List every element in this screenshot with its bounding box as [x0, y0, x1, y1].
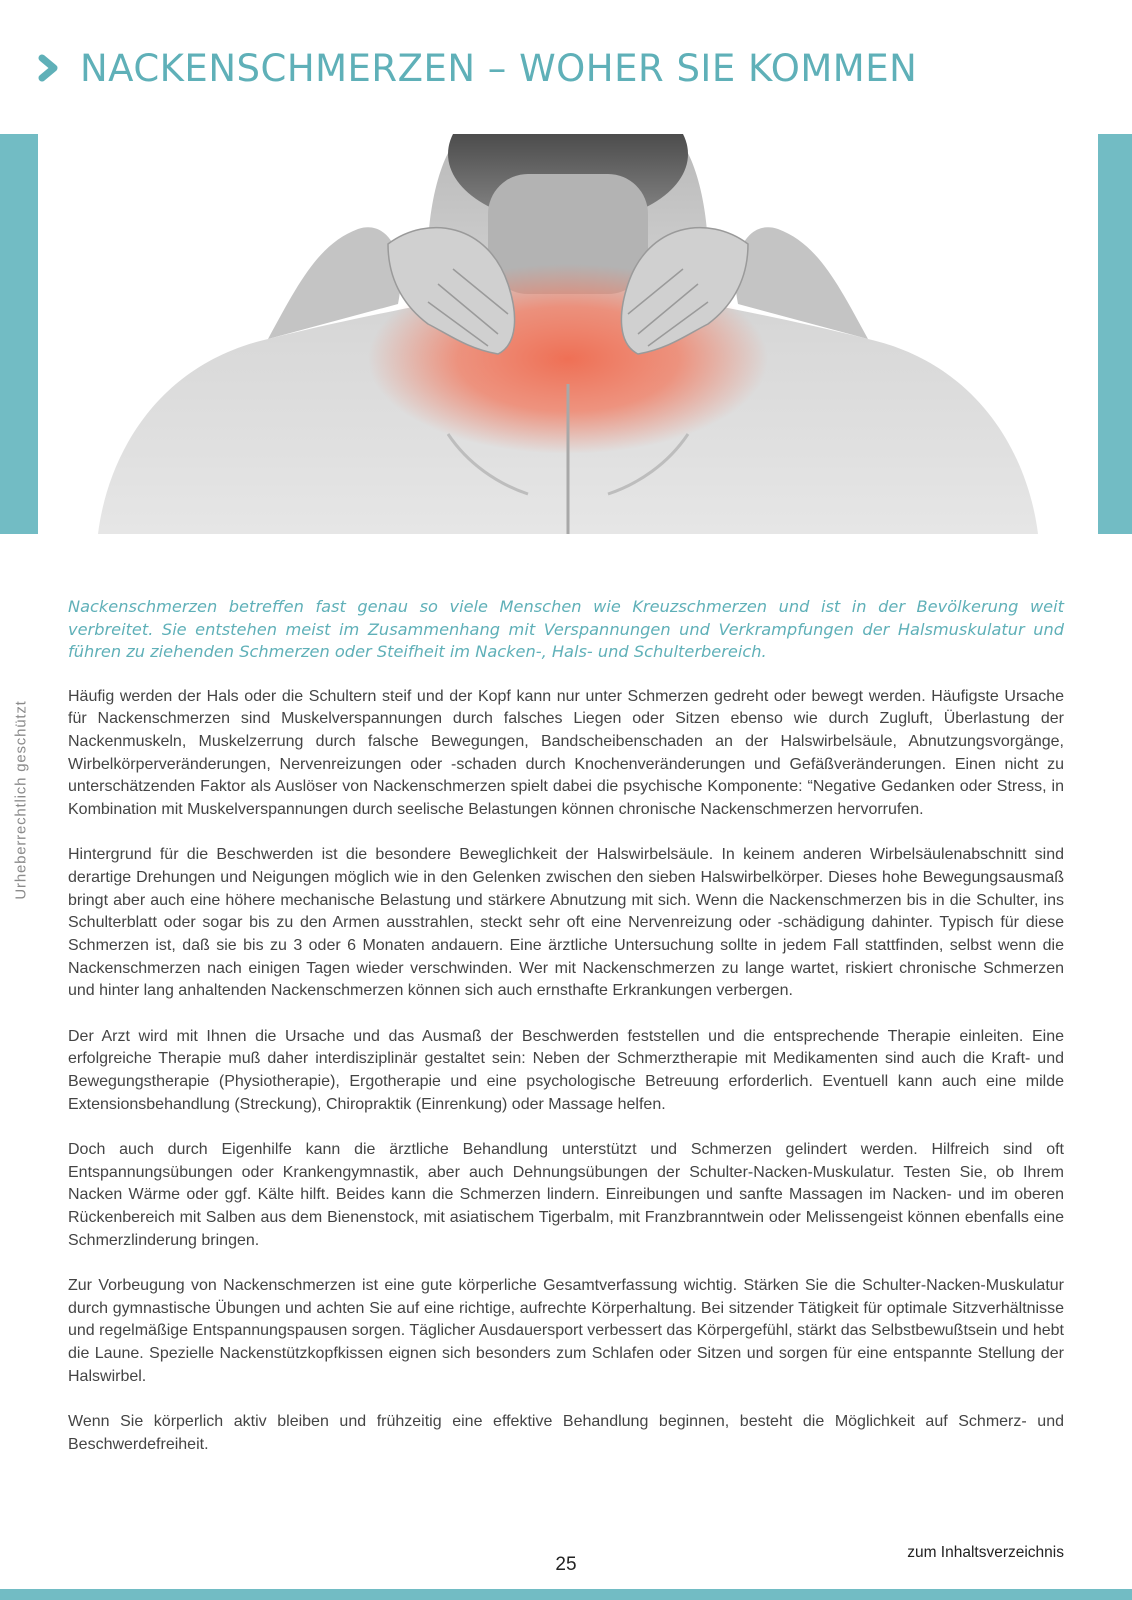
body-paragraph: Zur Vorbeugung von Nackenschmerzen ist eine gute körperliche Gesamtverfassung wichtig. Stärken Sie die Schulter-Nacken-Muskulatur durch gymnastische Übungen und achten Sie auf eine richtige, aufrechte Körperhaltung. Bei sitzender Tätigkeit für optimale Sitzverhältnisse und regelmäßige Entspannungspausen sorgen. Täglicher Ausdauersport verbessert das Körpergefühl, stärkt das Selbstbewußtsein und hebt die Laune. Spezielle Nackenstützkopfkissen eignen sich besonders zum Schlafen oder Sitzen und sorgen für eine entspannte Stellung der Halswirbel. — [68, 1276, 1064, 1385]
article-content — [68, 596, 1064, 1479]
left-accent-bar — [0, 134, 38, 534]
title-row — [36, 40, 917, 96]
bottom-accent-bar — [0, 1589, 1132, 1600]
right-accent-bar — [1098, 134, 1132, 534]
chevron-right-icon — [36, 48, 66, 88]
body-paragraph: Der Arzt wird mit Ihnen die Ursache und das Ausmaß der Beschwerden feststellen und die entsprechende Therapie einleiten. Eine erfolgreiche Therapie muß daher interdisziplinär gestaltet sein: Neben der Schmerztherapie mit Medikamenten sind auch die Kraft- und Bewegungstherapie (Physiotherapie), Ergotherapie und eine psychologische Betreuung erforderlich. Eventuell kann auch eine milde Extensionsbehandlung (Streckung), Chiropraktik (Einrenkung) oder Massage helfen. — [68, 1027, 1064, 1113]
body-paragraph: Doch auch durch Eigenhilfe kann die ärztliche Behandlung unterstützt und Schmerzen gelindert werden. Hilfreich sind oft Entspannungsübungen oder Krankengymnastik, aber auch Dehnungsübungen der Schulter-Nacken-Muskulatur. Testen Sie, ob Ihrem Nacken Wärme oder ggf. Kälte hilft. Beides kann die Schmerzen lindern. Einreibungen und sanfte Massagen im Nacken- und im oberen Rückenbereich mit Salben aus dem Bienenstock, mit asiatischem Tigerbalm, mit Franzbranntwein oder Melissengeist können ebenfalls eine Schmerzlinderung bringen. — [68, 1140, 1064, 1249]
page-title: NACKENSCHMERZEN – WOHER SIE KOMMEN — [80, 46, 918, 90]
page-number: 25 — [555, 1554, 577, 1575]
copyright-note: Urheberrechtlich geschützt — [12, 700, 30, 900]
body-paragraph: Wenn Sie körperlich aktiv bleiben und frühzeitig eine effektive Behandlung beginnen, besteht die Möglichkeit auf Schmerz- und Beschwerdefreiheit. — [68, 1412, 1064, 1453]
neck-pain-photo — [68, 134, 1064, 534]
intro-paragraph: Nackenschmerzen betreffen fast genau so viele Menschen wie Kreuzschmerzen und ist in der Bevölkerung weit verbreitet. Sie entstehen meist im Zusammenhang mit Verspannungen und Verkrampfungen der Halsmuskulatur und führen zu ziehenden Schmerzen oder Steifheit im Nacken-, Hals- und Schulterbereich. — [68, 597, 1064, 661]
body-paragraph: Hintergrund für die Beschwerden ist die besondere Beweglichkeit der Halswirbelsäule. In keinem anderen Wirbelsäulenabschnitt sind derartige Drehungen und Neigungen möglich wie in den Gelenken zwischen den sieben Halswirbelkörper. Dieses hohe Bewegungsausmaß bringt aber auch eine höhere mechanische Belastung und stärkere Abnutzung mit sich. Wenn die Nackenschmerzen bis in die Schulter, ins Schulterblatt oder sogar bis zu den Armen ausstrahlen, steckt sehr oft eine Nervenreizung oder -schädigung dahinter. Typisch für diese Schmerzen ist, daß sie bis zu 3 oder 6 Monaten andauern. Eine ärztliche Untersuchung sollte in jedem Fall stattfinden, selbst wenn die Nackenschmerzen nach einigen Tagen wieder verschwinden. Wer mit Nackenschmerzen zu lange wartet, riskiert chronische Schmerzen und hinter lang anhaltenden Nackenschmerzen können sich auch ernsthafte Erkrankungen verbergen. — [68, 846, 1064, 1000]
neck-pain-illustration — [68, 134, 1064, 534]
toc-link[interactable]: zum Inhaltsverzeichnis — [907, 1544, 1064, 1561]
body-paragraph: Häufig werden der Hals oder die Schultern steif und der Kopf kann nur unter Schmerzen gedreht oder bewegt werden. Häufigste Ursache für Nackenschmerzen sind Muskelverspannungen durch falsches Liegen oder Sitzen ebenso wie durch Zugluft, Überlastung der Nackenmuskeln, Muskelzerrung durch falsche Bewegungen, Bandscheibenschaden an der Halswirbelsäule, Abnutzungsvorgänge, Wirbelkörperveränderungen, Nervenreizungen oder -schaden durch Knochenveränderungen und Gefäßveränderungen. Einen nicht zu unterschätzenden Faktor als Auslöser von Nackenschmerzen spielt dabei die psychische Komponente: “Negative Gedanken oder Stress, in Kombination mit Muskelverspannungen durch seelische Belastungen können chronische Nackenschmerzen hervorrufen. — [68, 687, 1064, 819]
